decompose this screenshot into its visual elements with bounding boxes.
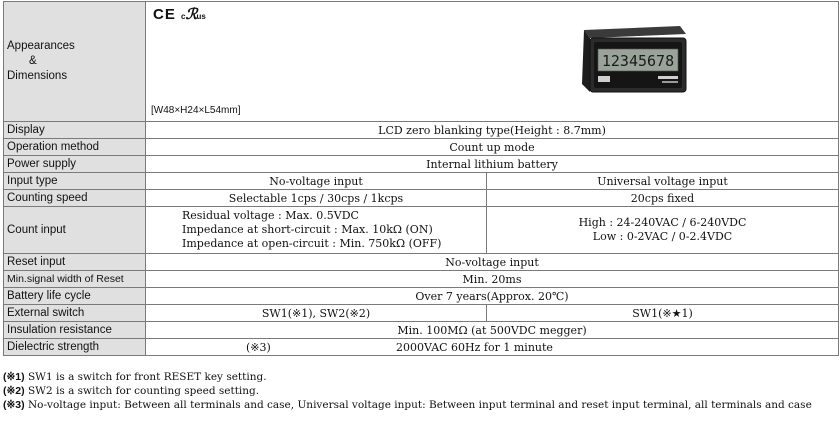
dielectric-value: 2000VAC 60Hz for 1 minute — [396, 340, 553, 354]
battery-value: Over 7 years(Approx. 20℃) — [146, 288, 839, 305]
count-input-left-line2: Impedance at short-circuit : Max. 10kΩ (ON) — [182, 223, 433, 236]
counter-device-image — [576, 26, 688, 96]
lcd-digits: 12345678 — [601, 52, 675, 70]
footnote-2-text: SW2 is a switch for counting speed setting. — [24, 385, 260, 397]
reset-input-value: No-voltage input — [146, 254, 839, 271]
input-type-label: Input type — [4, 173, 146, 190]
row-dielectric — [4, 339, 839, 356]
operation-label: Operation method — [4, 139, 146, 156]
appearance-image-cell — [146, 2, 839, 122]
external-switch-right: SW1(※★1) — [487, 305, 839, 322]
row-counting-speed — [4, 190, 839, 207]
counting-speed-right: 20cps fixed — [487, 190, 839, 207]
count-input-right-line1: High : 24-240VAC / 6-240VDC — [578, 216, 747, 229]
row-reset-input — [4, 254, 839, 271]
row-power — [4, 156, 839, 173]
dimensions-text: [W48×H24×L54mm] — [151, 105, 241, 116]
footnote-3-text: No-voltage input: Between all terminals and case, Universal voltage input: Between input terminal and reset input terminal, all terminals and case — [24, 399, 812, 411]
row-external-switch — [4, 305, 839, 322]
external-switch-left: SW1(※1), SW2(※2) — [146, 305, 487, 322]
min-signal-label: Min.signal width of Reset — [4, 271, 146, 288]
row-count-input — [4, 207, 839, 254]
count-input-label: Count input — [4, 207, 146, 254]
row-min-signal — [4, 271, 839, 288]
row-battery — [4, 288, 839, 305]
footnote-2 — [3, 385, 259, 397]
dielectric-value-cell — [146, 339, 839, 356]
count-input-left-line1: Residual voltage : Max. 0.5VDC — [182, 209, 359, 222]
footnote-1-text: SW1 is a switch for front RESET key setting. — [24, 371, 267, 383]
appearance-label-line3: Dimensions — [7, 70, 68, 82]
row-input-type — [4, 173, 839, 190]
display-value: LCD zero blanking type(Height : 8.7mm) — [146, 122, 839, 139]
count-input-left — [146, 207, 487, 254]
ul-us-mark: us — [196, 12, 206, 21]
external-switch-label: External switch — [4, 305, 146, 322]
spec-table — [3, 1, 839, 356]
footnote-3 — [3, 399, 812, 411]
footnote-1-mark: (※1) — [3, 371, 25, 383]
operation-value: Count up mode — [146, 139, 839, 156]
ce-mark-icon: CE — [153, 6, 176, 23]
count-input-right-line2: Low : 0-2VAC / 0-2.4VDC — [592, 230, 733, 243]
power-value: Internal lithium battery — [146, 156, 839, 173]
footnote-1 — [3, 371, 267, 383]
footnote-2-mark: (※2) — [3, 385, 25, 397]
row-appearance — [4, 2, 839, 122]
power-label: Power supply — [4, 156, 146, 173]
footnote-3-mark: (※3) — [3, 399, 25, 411]
reset-input-label: Reset input — [4, 254, 146, 271]
dielectric-marker: (※3) — [246, 340, 271, 354]
input-type-left: No-voltage input — [146, 173, 487, 190]
counting-speed-label: Counting speed — [4, 190, 146, 207]
battery-label: Battery life cycle — [4, 288, 146, 305]
insulation-label: Insulation resistance — [4, 322, 146, 339]
appearance-label — [4, 2, 146, 122]
counting-speed-left: Selectable 1cps / 30cps / 1kcps — [146, 190, 487, 207]
ul-mark-icon: ℛ — [185, 6, 197, 23]
row-operation — [4, 139, 839, 156]
certification-marks — [153, 7, 206, 24]
count-input-right — [487, 207, 839, 254]
display-label: Display — [4, 122, 146, 139]
input-type-right: Universal voltage input — [487, 173, 839, 190]
min-signal-value: Min. 20ms — [146, 271, 839, 288]
insulation-value: Min. 100MΩ (at 500VDC megger) — [146, 322, 839, 339]
dielectric-label: Dielectric strength — [4, 339, 146, 356]
count-input-left-line3: Impedance at open-circuit : Min. 750kΩ (OFF) — [182, 237, 442, 250]
row-insulation — [4, 322, 839, 339]
row-display — [4, 122, 839, 139]
appearance-label-line1: Appearances — [7, 40, 75, 52]
ul-c-mark: c — [181, 12, 186, 21]
appearance-label-line2: & — [29, 55, 37, 67]
